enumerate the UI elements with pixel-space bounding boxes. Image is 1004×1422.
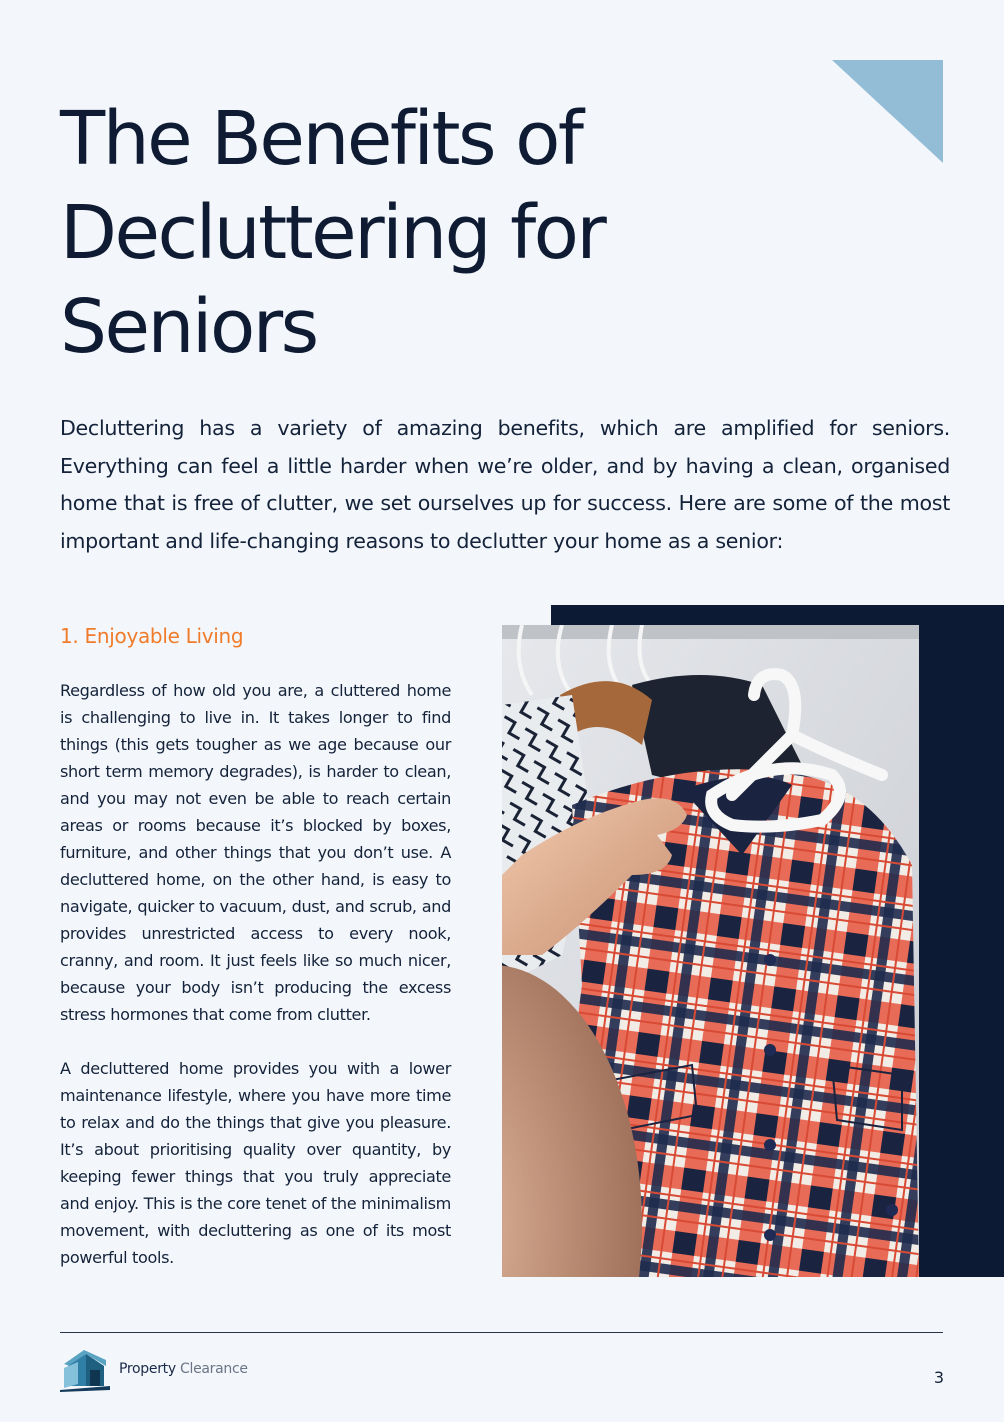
footer-divider: [60, 1332, 943, 1333]
section-heading: 1. Enjoyable Living: [60, 624, 244, 648]
intro-paragraph: Decluttering has a variety of amazing benefits, which are amplified for seniors. Everything can feel a little harder when we’re older, and by having a clean, organised home that is free of clutter, we set ourselves up for success. Here are some of the most important and life-changing reasons to declutter your home as a senior:: [60, 416, 950, 553]
corner-triangle-decoration: [832, 60, 943, 163]
logo-wordmark: [119, 1361, 248, 1377]
page-number: 3: [933, 1368, 944, 1387]
title-line: The Benefits of: [60, 96, 582, 182]
logo-word-clearance: Clearance: [180, 1361, 248, 1377]
house-logo-icon: [60, 1346, 112, 1392]
body-paragraph: A decluttered home provides you with a lower maintenance lifestyle, where you have more time to relax and do the things that give you pleasure. It’s about prioritising quality over quantity, by keeping fewer things that you truly appreciate and enjoy. This is the core tenet of the minimalism movement, with decluttering as one of its most powerful tools.: [60, 1059, 451, 1267]
title-line: Seniors: [60, 284, 317, 370]
title-line: Decluttering for: [60, 190, 605, 276]
property-clearance-logo: [60, 1346, 260, 1394]
logo-word-property: Property: [119, 1361, 176, 1377]
page-title: [60, 92, 760, 374]
body-paragraph: Regardless of how old you are, a cluttered home is challenging to live in. It takes longer to find things (this gets tougher as we age because our short term memory degrades), is harder to clean, and you may not even be able to reach certain areas or rooms because it’s blocked by boxes, furniture, and other things that you don’t use. A decluttered home, on the other hand, is easy to navigate, quicker to vacuum, dust, and scrub, and provides unrestricted access to every nook, cranny, and room. It just feels like so much nicer, because your body isn’t producing the excess stress hormones that come from clutter.: [60, 681, 451, 1024]
plaid-shirt-photo: [502, 625, 919, 1277]
